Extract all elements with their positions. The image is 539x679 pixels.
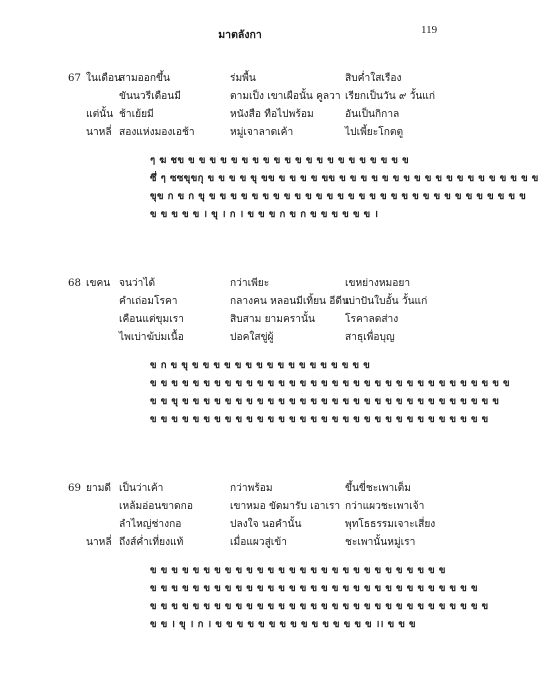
commentary-line: ข ข ข ข ข ข ข ข ข ข ข ข ข ข ข ข ข ข ข ข ข ข ข ข ข ข ข ข ข ข ข ข [150,414,489,425]
verse-word-2: กว่าเพียะ [230,278,270,289]
commentary-line: ข ข ขุ ข ข ข ข ข ข ข ข ข ข ข ข ข ข ข ข ข ข ข ข ข ข ข ข ข ข ข ข ข ข [150,396,500,407]
verse-row [0,70,480,88]
verse-word-3: เขหย่างหมอยา [345,278,411,289]
stanza-number: 67 [68,73,81,84]
verse-word-3: พุทโธธรรมเจาะเสี่ยง [345,519,436,530]
verse-word-2: กว่าพร้อม [230,483,273,494]
commentary-line: ข ข । ขุ । ก । ข ข ข ข ข ข ข ข ข ข ข ข ข ข ข ।। ข ข ข [150,619,417,630]
commentary-line: ข ข ข ข ข ข ข ข ข ข ข ข ข ข ข ข ข ข ข ข ข ข ข ข ข ข ข ข ข ข ข ข [150,601,489,612]
verse-word-1: ช้าเย้ยมี [119,109,154,120]
verse-word-3: อันเป็นกิกาล [345,109,400,120]
verse-word-2: กลางคน หลอนมีเทิ้ยน อีดีน [230,296,349,307]
verse-word-2: หนังสือ ทือไปพร้อม [230,109,314,120]
verse-row [0,516,480,534]
stanza-67 [0,70,539,224]
commentary-line: ๆ ฆ ชข ข ข ข ข ข ข ข ข ข ข ข ข ข ข ข ข ข ข ข ข ข [150,155,410,166]
verse-word-1: ลำไหญ่ช่างกอ [119,519,182,530]
verse-label: แต่นั้น [86,109,114,120]
verse-row [0,534,480,552]
verse-word-3: สิบค่ำใสเรือง [345,73,402,84]
verse-word-3: สาธุเพื่อบุญ [345,332,395,343]
verse-row [0,329,480,347]
verse-word-1: ถึงส์ค่ำเที่ยงแท้ [119,537,184,548]
commentary-line: ข ข ข ข ข ข ข ข ข ข ข ข ข ข ข ข ข ข ข ข ข ข ข ข ข ข ข ข [150,565,446,576]
verse-label: เขคน [86,278,111,289]
commentary-line: ข ข ข ข ข । ขุ । ก । ข ข ข ก ข ก ข ข ข ข ข ข । [150,209,379,220]
commentary-line: ข ข ข ข ข ข ข ข ข ข ข ข ข ข ข ข ข ข ข ข ข ข ข ข ข ข ข ข ข ข ข ข ข ข [150,378,510,389]
verse-row [0,311,480,329]
commentary-block [0,152,539,224]
verse-word-3: เบ่าปันใบอั้น วั้นแก่ [345,296,428,307]
verse-word-2: ปลงใจ นอคำนั้น [230,519,302,530]
stanza-number: 69 [68,483,81,494]
commentary-line: ข ข ข ข ข ข ข ข ข ข ข ข ข ข ข ข ข ข ข ข ข ข ข ข ข ข ข ข ข ข ข [150,583,478,594]
verse-word-3: โรคาลดส่าง [345,314,399,325]
verse-row [0,275,480,293]
commentary-line: ซึ่ ๆ ซซขุขกุ ข ข ข ข ขุ ขข ข ข ข ข ขข ข ข ข ข ข ข ข ข ข ข ข ข ข ข ข ข ข ข ข [150,173,539,184]
verse-label: ในเดือน [86,73,122,84]
verse-word-2: เมื่อแผวสู่เข้า [230,537,287,548]
verse-label: นาหลี่ [86,537,112,548]
verse-row [0,106,480,124]
page-number: 119 [421,24,438,36]
commentary-block [0,562,489,634]
verse-word-1: เป็นว่าเค้า [119,483,164,494]
running-title: มาตลังกา [218,29,262,41]
verse-row [0,293,480,311]
verse-word-3: กว่าแผวชะเพาเจ้า [345,501,425,512]
stanza-68 [0,275,510,429]
commentary-line: ข ก ข ขุ ข ข ข ข ข ข ข ข ข ข ข ข ข ข ข ข ข [150,360,371,371]
verse-row [0,480,480,498]
verse-word-3: ชะเพานั้นหมู่เรา [345,537,416,548]
verse-label: นาหลี่ [86,127,112,138]
verse-row [0,124,480,142]
stanza-69 [0,480,489,634]
verse-row [0,498,480,516]
verse-word-1: สามออกขึ้น [119,73,170,84]
stanza-number: 68 [68,278,81,289]
verse-word-1: เหล้มอ่อนขาดกอ [119,501,193,512]
verse-word-3: เรียกเป็นวัน ๙ วั้นแก่ [345,91,436,102]
verse-word-3: ไปเพี้ยะโกตตู [345,127,404,138]
verse-word-1: สองแห่งมองเอช้า [119,127,195,138]
verse-label: ยามดี [86,483,112,494]
verse-word-1: ไพเบ่าฆ้บ่มเนื้อ [119,332,184,343]
verse-row [0,88,480,106]
verse-word-1: คำเถ่อมโรคา [119,296,178,307]
verse-word-3: ขึ้นขี่ชะเพาเต็ม [345,483,412,494]
verse-word-2: ร่มพื้น [230,73,256,84]
verse-word-2: หมู่เจาลาดเค้า [230,127,294,138]
commentary-block [0,357,510,429]
verse-word-2: สิบสาม ยามครานั้น [230,314,315,325]
verse-word-2: ปอคใสขู่ผู้ [230,332,274,343]
verse-word-1: เคือนแต่ขุมเรา [119,314,184,325]
commentary-line: ขุข ก ข ก ขุ ข ข ข ข ข ข ข ข ข ข ข ข ข ข ข ข ข ข ข ข ข ข ข ข ข ข ข ข ข ข [150,191,527,202]
verse-word-1: ขันนวรีเดือนมี [119,91,181,102]
verse-word-1: จนว่าได้ [119,278,156,289]
verse-word-2: เขาหมอ ขัดมารับ เอาเรา [230,501,341,512]
verse-word-2: ตามเป็ง เขาเผือนั้น คูลวา [230,91,341,102]
